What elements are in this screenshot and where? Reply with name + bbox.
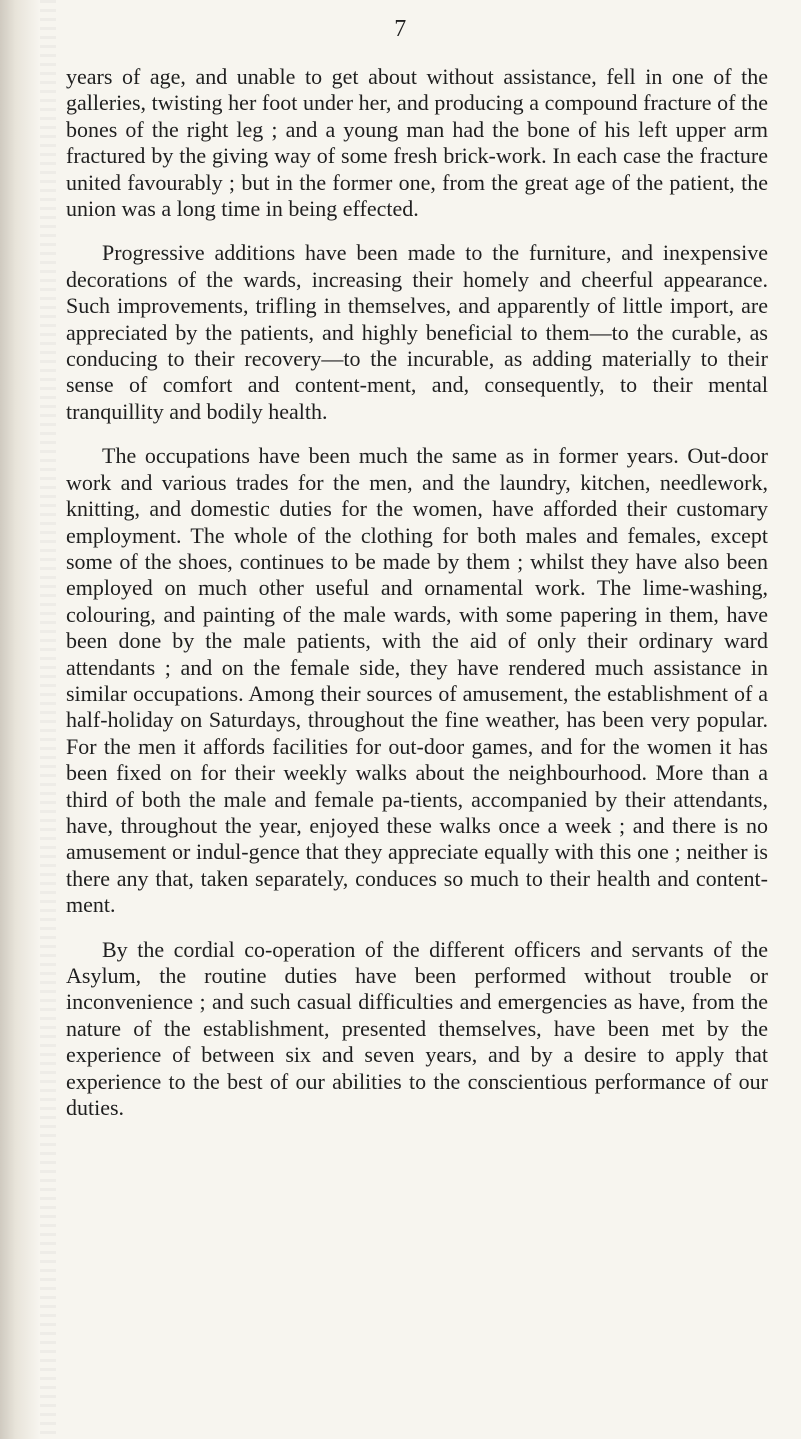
binding-gutter [0, 0, 40, 1439]
page-number: 7 [394, 16, 407, 42]
body-text [66, 64, 768, 1121]
paragraph-co-operation: By the cordial co-operation of the different officers and servants of the Asylum, the routine duties have been performed without trouble or inconvenience ; and such casual difficulties and emergencies as have, from the nature of the establishment, presented themselves, have been met by the experience of between six and seven years, and by a desire to apply that experience to the best of our abilities to the conscientious performance of our duties. [66, 936, 768, 1121]
paragraph-occupations: The occupations have been much the same as in former years. Out-door work and various trades for the men, and the laundry, kitchen, needlework, knitting, and domestic duties for the women, have afforded their customary employment. The whole of the clothing for both males and females, except some of the shoes, continues to be made by them ; whilst they have also been employed on much other useful and ornamental work. The lime-washing, colouring, and painting of the male wards, with some papering in them, have been done by the male patients, with the aid of only their ordinary ward attendants ; and on the female side, they have rendered much assistance in similar occupations. Among their sources of amusement, the establishment of a half-holiday on Saturdays, throughout the fine weather, has been very popular. For the men it affords facilities for out-door games, and for the women it has been fixed on for their weekly walks about the neighbourhood. More than a third of both the male and female pa-tients, accompanied by their attendants, have, throughout the year, enjoyed these walks once a week ; and there is no amusement or indul-gence that they appreciate equally with this one ; neither is there any that, taken separately, conduces so much to their health and content-ment. [66, 443, 768, 918]
paragraph-continuation: years of age, and unable to get about without assistance, fell in one of the galleries, twisting her foot under her, and producing a compound fracture of the bones of the right leg ; and a young man had the bone of his left upper arm fractured by the giving way of some fresh brick-work. In each case the fracture united favourably ; but in the former one, from the great age of the patient, the union was a long time in being effected. [66, 64, 768, 222]
paragraph-furniture: Progressive additions have been made to the furniture, and inexpensive decorations of the wards, increasing their homely and cheerful appearance. Such improvements, trifling in themselves, and apparently of little import, are appreciated by the patients, and highly beneficial to them—to the curable, as conducing to their recovery—to the incurable, as adding materially to their sense of comfort and content-ment, and, consequently, to their mental tranquillity and bodily health. [66, 240, 768, 424]
binding-edge-shadow [40, 0, 56, 1439]
